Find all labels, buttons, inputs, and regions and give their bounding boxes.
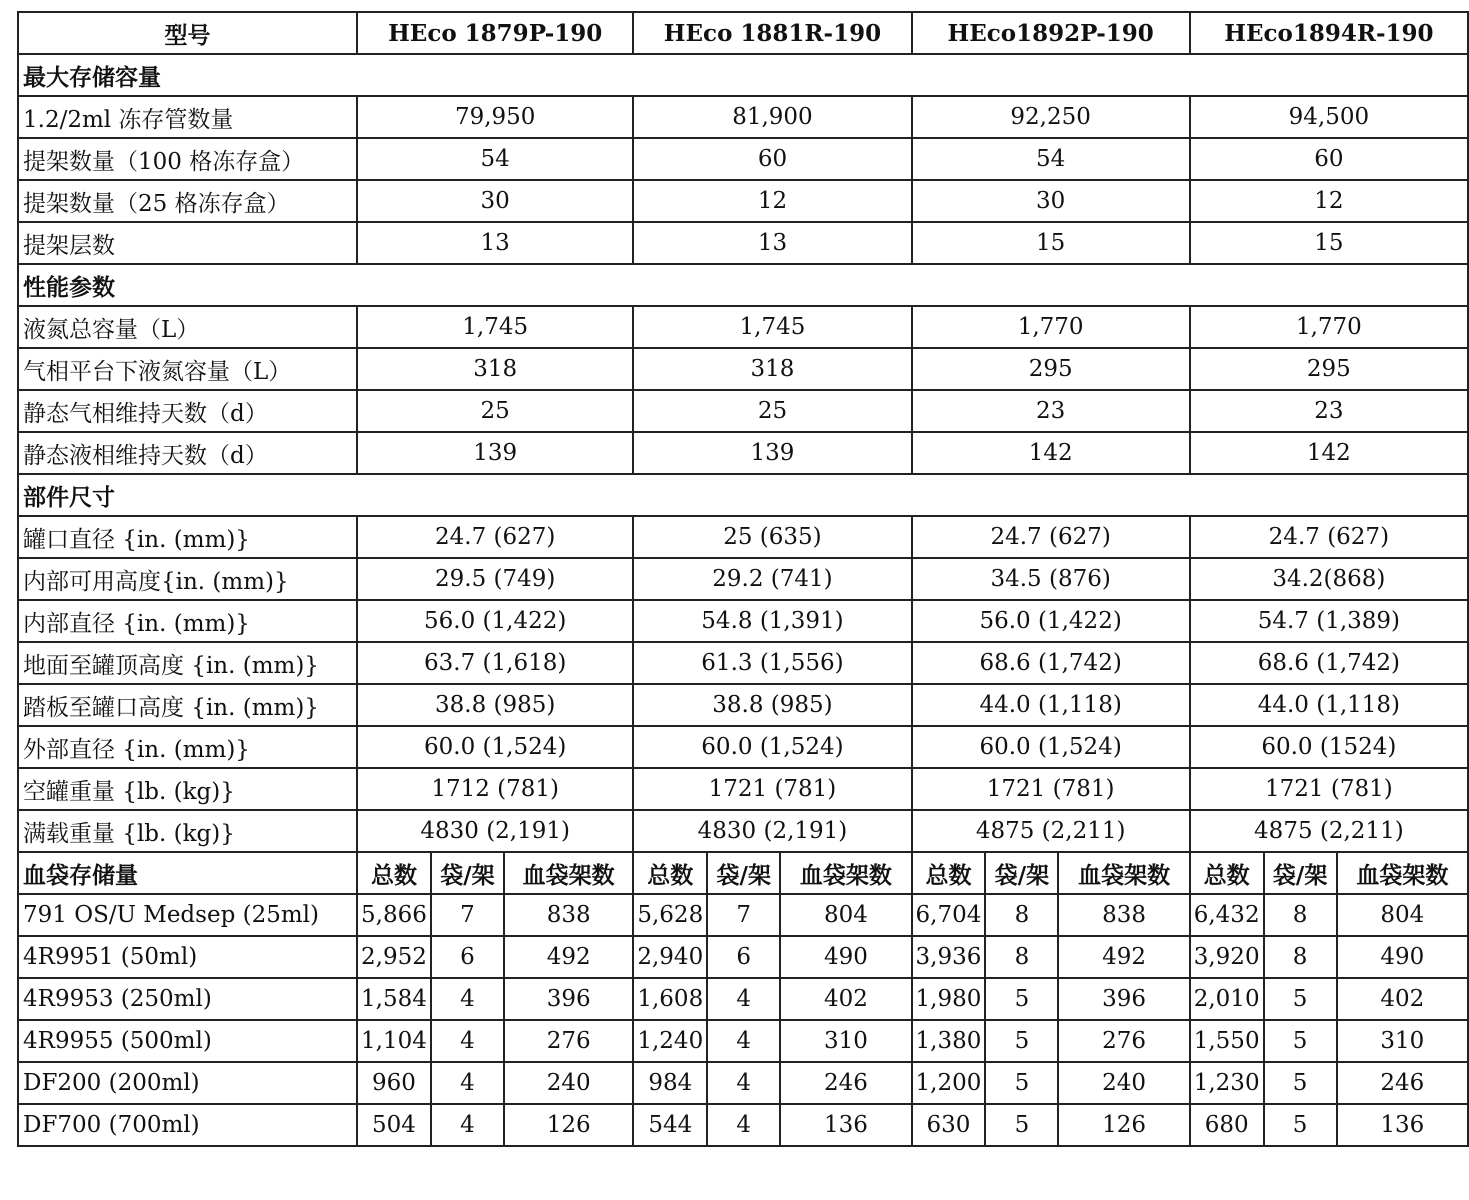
spec-value: 44.0 (1,118) — [912, 684, 1190, 726]
spec-value: 94,500 — [1190, 96, 1468, 138]
bag-value: 1,200 — [912, 1062, 986, 1104]
bag-value: 396 — [1058, 978, 1189, 1020]
spec-value: 318 — [633, 348, 911, 390]
spec-value: 60.0 (1,524) — [357, 726, 633, 768]
bag-value: 7 — [431, 894, 504, 936]
section-title: 最大存储容量 — [18, 54, 1468, 96]
spec-value: 92,250 — [912, 96, 1190, 138]
bag-value: 136 — [1337, 1104, 1468, 1146]
bag-value: 5,628 — [633, 894, 707, 936]
bag-subheader: 血袋架数 — [504, 852, 633, 894]
bag-value: 2,010 — [1190, 978, 1264, 1020]
spec-row — [18, 684, 1468, 726]
spec-row — [18, 138, 1468, 180]
spec-label: 地面至罐顶高度 {in. (mm)} — [18, 642, 357, 684]
spec-value: 54 — [912, 138, 1190, 180]
bag-value: 396 — [504, 978, 633, 1020]
spec-value: 60 — [633, 138, 911, 180]
bag-value: 402 — [1337, 978, 1468, 1020]
bag-value: 804 — [1337, 894, 1468, 936]
section-row — [18, 264, 1468, 306]
bag-value: 246 — [1337, 1062, 1468, 1104]
bag-value: 504 — [357, 1104, 431, 1146]
bag-value: 136 — [780, 1104, 911, 1146]
spec-row — [18, 348, 1468, 390]
bag-subheader: 总数 — [633, 852, 707, 894]
spec-row — [18, 768, 1468, 810]
spec-row — [18, 432, 1468, 474]
spec-value: 29.2 (741) — [633, 558, 911, 600]
model-label: 型号 — [18, 12, 357, 54]
section-row — [18, 54, 1468, 96]
spec-label: 1.2/2ml 冻存管数量 — [18, 96, 357, 138]
spec-value: 12 — [1190, 180, 1468, 222]
bag-subheader: 总数 — [912, 852, 986, 894]
bag-subheader: 袋/架 — [707, 852, 780, 894]
bag-value: 8 — [985, 894, 1058, 936]
spec-value: 295 — [912, 348, 1190, 390]
bag-value: 492 — [1058, 936, 1189, 978]
spec-value: 60.0 (1524) — [1190, 726, 1468, 768]
spec-value: 1721 (781) — [912, 768, 1190, 810]
spec-value: 295 — [1190, 348, 1468, 390]
spec-row — [18, 642, 1468, 684]
bag-value: 8 — [985, 936, 1058, 978]
spec-value: 60.0 (1,524) — [912, 726, 1190, 768]
spec-value: 4875 (2,211) — [1190, 810, 1468, 852]
spec-value: 13 — [633, 222, 911, 264]
spec-value: 1,745 — [357, 306, 633, 348]
spec-value: 24.7 (627) — [1190, 516, 1468, 558]
bag-value: 240 — [1058, 1062, 1189, 1104]
bag-value: 310 — [1337, 1020, 1468, 1062]
spec-value: 1712 (781) — [357, 768, 633, 810]
bag-section-title: 血袋存储量 — [18, 852, 357, 894]
spec-row — [18, 600, 1468, 642]
bag-value: 838 — [504, 894, 633, 936]
spec-value: 34.5 (876) — [912, 558, 1190, 600]
bag-value: 7 — [707, 894, 780, 936]
spec-value: 23 — [1190, 390, 1468, 432]
bag-subheader: 袋/架 — [431, 852, 504, 894]
bag-value: 1,230 — [1190, 1062, 1264, 1104]
spec-value: 4875 (2,211) — [912, 810, 1190, 852]
bag-value: 4 — [431, 1104, 504, 1146]
model-name: HEco 1879P-190 — [357, 12, 633, 54]
bag-value: 5 — [985, 978, 1058, 1020]
spec-value: 23 — [912, 390, 1190, 432]
spec-value: 34.2(868) — [1190, 558, 1468, 600]
bag-subheader: 血袋架数 — [1058, 852, 1189, 894]
bag-value: 1,608 — [633, 978, 707, 1020]
spec-value: 25 — [633, 390, 911, 432]
spec-row — [18, 180, 1468, 222]
bag-value: 5 — [1264, 1020, 1337, 1062]
spec-value: 142 — [912, 432, 1190, 474]
spec-row — [18, 810, 1468, 852]
header-row — [18, 12, 1468, 54]
bag-subheader: 血袋架数 — [1337, 852, 1468, 894]
spec-label: 提架数量（25 格冻存盒） — [18, 180, 357, 222]
bag-value: 240 — [504, 1062, 633, 1104]
spec-value: 24.7 (627) — [357, 516, 633, 558]
spec-value: 54.7 (1,389) — [1190, 600, 1468, 642]
spec-label: 罐口直径 {in. (mm)} — [18, 516, 357, 558]
bag-value: 3,936 — [912, 936, 986, 978]
spec-value: 1721 (781) — [633, 768, 911, 810]
spec-value: 139 — [357, 432, 633, 474]
bag-value: 5 — [1264, 978, 1337, 1020]
bag-value: 6 — [431, 936, 504, 978]
spec-value: 61.3 (1,556) — [633, 642, 911, 684]
spec-row — [18, 96, 1468, 138]
bag-value: 246 — [780, 1062, 911, 1104]
bag-value: 6,432 — [1190, 894, 1264, 936]
spec-label: 内部可用高度{in. (mm)} — [18, 558, 357, 600]
spec-label: 提架数量（100 格冻存盒） — [18, 138, 357, 180]
bag-value: 3,920 — [1190, 936, 1264, 978]
bag-value: 6 — [707, 936, 780, 978]
bag-label: 4R9955 (500ml) — [18, 1020, 357, 1062]
bag-value: 5,866 — [357, 894, 431, 936]
spec-value: 25 (635) — [633, 516, 911, 558]
bag-value: 8 — [1264, 936, 1337, 978]
spec-label: 静态气相维持天数（d） — [18, 390, 357, 432]
spec-value: 79,950 — [357, 96, 633, 138]
spec-value: 1,745 — [633, 306, 911, 348]
bag-value: 630 — [912, 1104, 986, 1146]
bag-value: 1,980 — [912, 978, 986, 1020]
section-row — [18, 474, 1468, 516]
section-title: 部件尺寸 — [18, 474, 1468, 516]
bag-value: 544 — [633, 1104, 707, 1146]
bag-value: 4 — [707, 978, 780, 1020]
bag-value: 5 — [1264, 1062, 1337, 1104]
bag-value: 276 — [504, 1020, 633, 1062]
spec-value: 12 — [633, 180, 911, 222]
bag-subheader: 血袋架数 — [780, 852, 911, 894]
bag-row — [18, 1062, 1468, 1104]
spec-value: 60.0 (1,524) — [633, 726, 911, 768]
bag-value: 8 — [1264, 894, 1337, 936]
spec-label: 液氮总容量（L） — [18, 306, 357, 348]
spec-label: 内部直径 {in. (mm)} — [18, 600, 357, 642]
bag-value: 310 — [780, 1020, 911, 1062]
spec-row — [18, 222, 1468, 264]
spec-row — [18, 558, 1468, 600]
bag-label: 4R9953 (250ml) — [18, 978, 357, 1020]
bag-label: 4R9951 (50ml) — [18, 936, 357, 978]
spec-value: 25 — [357, 390, 633, 432]
bag-label: 791 OS/U Medsep (25ml) — [18, 894, 357, 936]
spec-value: 38.8 (985) — [633, 684, 911, 726]
spec-value: 30 — [357, 180, 633, 222]
model-name: HEco1894R-190 — [1190, 12, 1468, 54]
bag-header-row — [18, 852, 1468, 894]
bag-value: 4 — [431, 978, 504, 1020]
bag-value: 2,952 — [357, 936, 431, 978]
spec-value: 81,900 — [633, 96, 911, 138]
spec-value: 68.6 (1,742) — [1190, 642, 1468, 684]
spec-value: 60 — [1190, 138, 1468, 180]
bag-value: 960 — [357, 1062, 431, 1104]
bag-value: 804 — [780, 894, 911, 936]
bag-value: 5 — [1264, 1104, 1337, 1146]
spec-value: 4830 (2,191) — [357, 810, 633, 852]
spec-row — [18, 306, 1468, 348]
spec-label: 空罐重量 {lb. (kg)} — [18, 768, 357, 810]
spec-value: 29.5 (749) — [357, 558, 633, 600]
spec-value: 15 — [912, 222, 1190, 264]
bag-value: 1,584 — [357, 978, 431, 1020]
bag-value: 838 — [1058, 894, 1189, 936]
bag-value: 1,380 — [912, 1020, 986, 1062]
table-body — [18, 12, 1468, 1146]
spec-label: 提架层数 — [18, 222, 357, 264]
spec-value: 56.0 (1,422) — [357, 600, 633, 642]
spec-value: 318 — [357, 348, 633, 390]
bag-value: 4 — [707, 1062, 780, 1104]
spec-value: 68.6 (1,742) — [912, 642, 1190, 684]
spec-label: 静态液相维持天数（d） — [18, 432, 357, 474]
bag-row — [18, 1020, 1468, 1062]
spec-label: 外部直径 {in. (mm)} — [18, 726, 357, 768]
spec-value: 54 — [357, 138, 633, 180]
bag-value: 4 — [431, 1020, 504, 1062]
bag-value: 1,104 — [357, 1020, 431, 1062]
bag-value: 4 — [707, 1020, 780, 1062]
bag-value: 490 — [780, 936, 911, 978]
bag-label: DF700 (700ml) — [18, 1104, 357, 1146]
spec-value: 1721 (781) — [1190, 768, 1468, 810]
bag-label: DF200 (200ml) — [18, 1062, 357, 1104]
model-name: HEco 1881R-190 — [633, 12, 911, 54]
section-title: 性能参数 — [18, 264, 1468, 306]
bag-row — [18, 936, 1468, 978]
spec-value: 13 — [357, 222, 633, 264]
spec-value: 63.7 (1,618) — [357, 642, 633, 684]
spec-label: 满载重量 {lb. (kg)} — [18, 810, 357, 852]
spec-table — [17, 11, 1469, 1147]
bag-value: 492 — [504, 936, 633, 978]
spec-row — [18, 726, 1468, 768]
bag-value: 984 — [633, 1062, 707, 1104]
spec-value: 30 — [912, 180, 1190, 222]
bag-subheader: 总数 — [357, 852, 431, 894]
bag-subheader: 袋/架 — [1264, 852, 1337, 894]
bag-value: 6,704 — [912, 894, 986, 936]
spec-value: 38.8 (985) — [357, 684, 633, 726]
bag-value: 126 — [504, 1104, 633, 1146]
bag-value: 680 — [1190, 1104, 1264, 1146]
model-name: HEco1892P-190 — [912, 12, 1190, 54]
bag-subheader: 袋/架 — [985, 852, 1058, 894]
bag-value: 490 — [1337, 936, 1468, 978]
spec-label: 气相平台下液氮容量（L） — [18, 348, 357, 390]
bag-value: 402 — [780, 978, 911, 1020]
spec-label: 踏板至罐口高度 {in. (mm)} — [18, 684, 357, 726]
bag-value: 4 — [431, 1062, 504, 1104]
bag-row — [18, 978, 1468, 1020]
spec-value: 54.8 (1,391) — [633, 600, 911, 642]
bag-value: 5 — [985, 1062, 1058, 1104]
bag-value: 276 — [1058, 1020, 1189, 1062]
bag-value: 2,940 — [633, 936, 707, 978]
bag-value: 126 — [1058, 1104, 1189, 1146]
spec-value: 1,770 — [1190, 306, 1468, 348]
spec-value: 44.0 (1,118) — [1190, 684, 1468, 726]
bag-value: 4 — [707, 1104, 780, 1146]
spec-value: 142 — [1190, 432, 1468, 474]
spec-row — [18, 390, 1468, 432]
bag-value: 5 — [985, 1020, 1058, 1062]
spec-value: 56.0 (1,422) — [912, 600, 1190, 642]
bag-value: 5 — [985, 1104, 1058, 1146]
spec-value: 15 — [1190, 222, 1468, 264]
spec-value: 1,770 — [912, 306, 1190, 348]
bag-subheader: 总数 — [1190, 852, 1264, 894]
spec-value: 24.7 (627) — [912, 516, 1190, 558]
bag-row — [18, 1104, 1468, 1146]
bag-value: 1,550 — [1190, 1020, 1264, 1062]
bag-value: 1,240 — [633, 1020, 707, 1062]
spec-row — [18, 516, 1468, 558]
spec-value: 139 — [633, 432, 911, 474]
spec-value: 4830 (2,191) — [633, 810, 911, 852]
bag-row — [18, 894, 1468, 936]
